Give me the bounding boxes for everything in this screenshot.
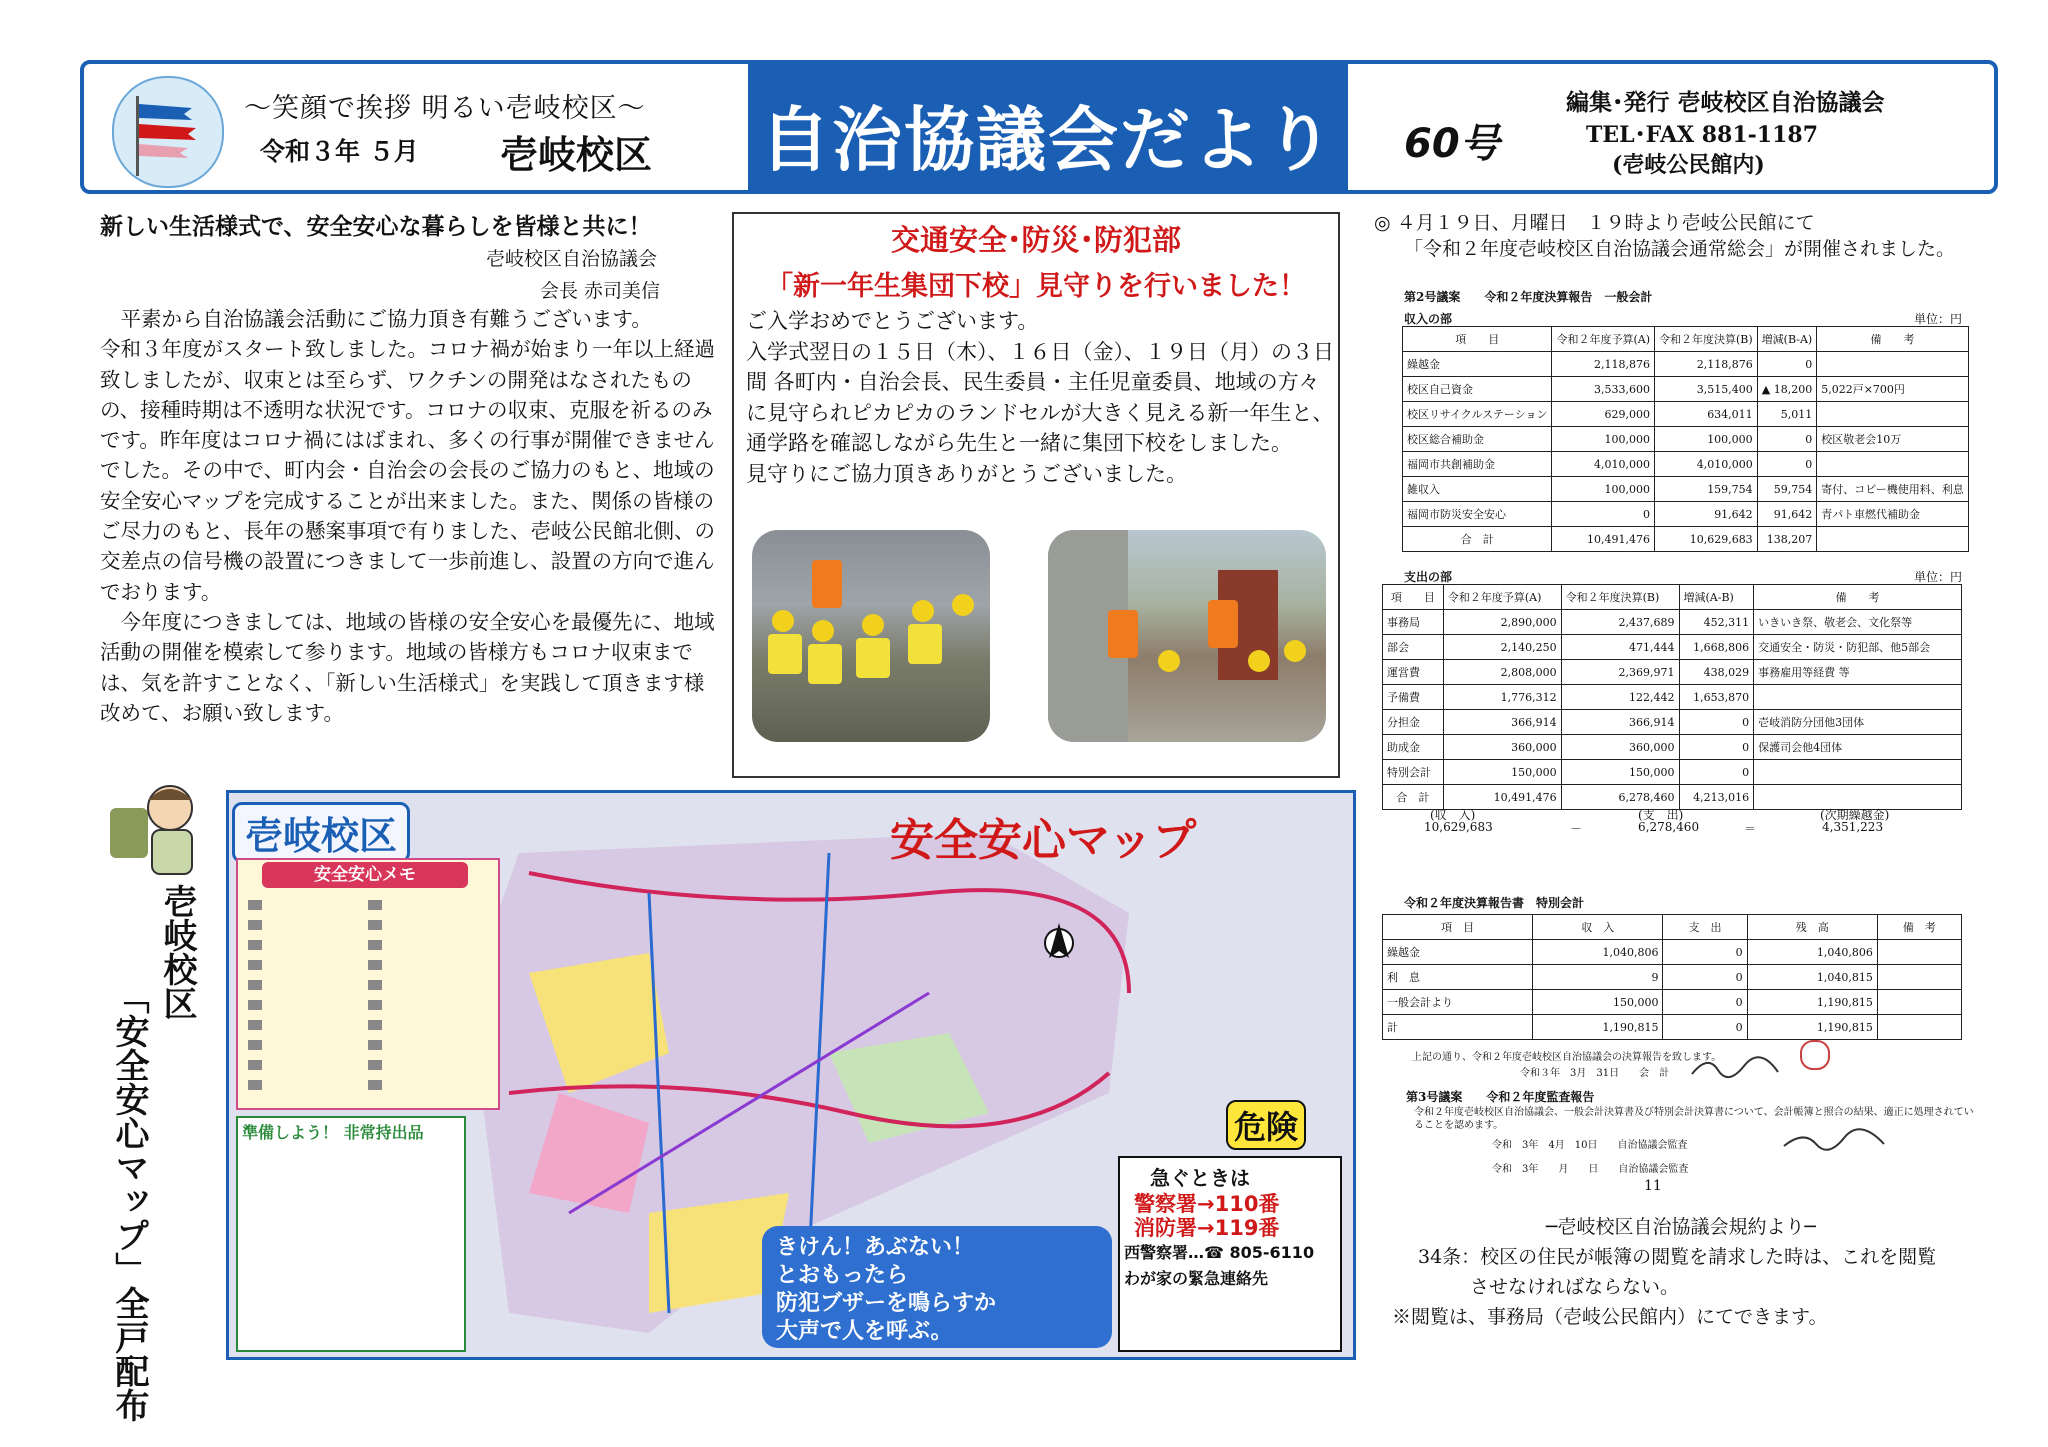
expense-header: 増減(A-B) [1679,585,1754,610]
cell: 0 [1757,427,1817,452]
expense-table [1382,584,1962,810]
income-header: 令和２年度決算(B) [1655,327,1758,352]
cell: 1,040,806 [1533,940,1663,965]
signature-icon [1688,1052,1788,1082]
income-label: 収入の部 [1404,312,1453,326]
cell: 壱岐消防分団他3団体 [1754,710,1962,735]
special-title: 令和２年度決算報告書 特別会計 [1404,896,1585,910]
safety-line: ご入学おめでとうございます。 [746,309,1039,333]
cell: 1,776,312 [1443,685,1561,710]
cell: 366,914 [1561,710,1679,735]
cell: 10,491,476 [1443,785,1561,810]
cell: 122,442 [1561,685,1679,710]
audit-date: 令和 3年 4月 10日 自治協議会監査 [1492,1140,1688,1151]
cell [1817,352,1969,377]
map-legend [236,858,500,1110]
cell: 5,011 [1757,402,1817,427]
cell: 91,642 [1757,502,1817,527]
cell: 校区総合補助金 [1403,427,1552,452]
cell: 1,653,870 [1679,685,1754,710]
cell: 0 [1552,502,1655,527]
cell: いきいき祭、敬老会、文化祭等 [1754,610,1962,635]
cell [1817,402,1969,427]
report-title: 第2号議案 令和２年度決算報告 一般会計 [1404,290,1653,304]
photo-students-walking [752,530,990,742]
cell [1877,990,1961,1015]
article-paragraph: 平素から自治協議会活動にご協力頂き有難うございます。 [120,307,652,331]
cell: 0 [1663,1015,1747,1040]
table-row [1403,527,1969,552]
table-row [1403,377,1969,402]
cell: 2,118,876 [1552,352,1655,377]
cell: 100,000 [1552,427,1655,452]
income-unit: 単位：円 [1914,312,1963,326]
cell: 5,022戸×700円 [1817,377,1969,402]
cell: 福岡市防災安全安心 [1403,502,1552,527]
cell: 10,491,476 [1552,527,1655,552]
expense-header: 備 考 [1754,585,1962,610]
map-police-number: 警察署→110番 [1134,1192,1280,1216]
income-header: 増減(B-A) [1757,327,1817,352]
cell: 事務局 [1383,610,1444,635]
special-header: 項 目 [1383,915,1533,940]
cell: 159,754 [1655,477,1758,502]
cell: 事務雇用等経費 等 [1754,660,1962,685]
cell [1877,1015,1961,1040]
cell [1877,940,1961,965]
map-emergency-kit-title: 準備しよう！ 非常持出品 [242,1123,424,1142]
cell: 4,213,016 [1679,785,1754,810]
map-district-label: 壱岐校区 [232,802,410,863]
balance-value: 6,278,460 [1638,820,1700,834]
table-row [1383,965,1962,990]
rules-heading: ─壱岐校区自治協議会規約より─ [1546,1216,1816,1238]
table-row [1383,760,1962,785]
cell: 2,140,250 [1443,635,1561,660]
cell: 0 [1757,452,1817,477]
cell: 校区リサイクルステーション [1403,402,1552,427]
cell [1817,452,1969,477]
newsletter-title: 自治協議会だより [760,99,1336,181]
table-row [1383,940,1962,965]
safety-subtitle: 「新一年生集団下校」見守りを行いました！ [766,271,1306,302]
special-header: 支 出 [1663,915,1747,940]
cell: 2,369,971 [1561,660,1679,685]
balance-value: 10,629,683 [1424,820,1493,834]
cell: 471,444 [1561,635,1679,660]
cell: 0 [1663,990,1747,1015]
map-emergency-head: 急ぐときは [1150,1166,1250,1190]
cell: 100,000 [1552,477,1655,502]
income-table [1402,326,1969,552]
map-legend-title: 安全安心メモ [262,862,468,888]
map-warning-line: 防犯ブザーを鳴らすか [776,1291,997,1316]
special-header: 収 入 [1533,915,1663,940]
publisher-location: (壱岐公民館内) [1612,152,1765,178]
map-warning-line: とおもったら [776,1263,909,1288]
meeting-notice: ◎ ４月１９日、月曜日 １９時より壱岐公民館にて [1374,212,1815,234]
cell: 4,010,000 [1552,452,1655,477]
cell: 150,000 [1533,990,1663,1015]
table-row [1383,710,1962,735]
safety-dept-title: 交通安全･防災･防犯部 [890,223,1181,257]
cell: 150,000 [1443,760,1561,785]
cell: 634,011 [1655,402,1758,427]
cell: 0 [1679,735,1754,760]
expense-label: 支出の部 [1404,570,1453,584]
table-row [1403,452,1969,477]
rules-line: させなければならない。 [1470,1276,1680,1298]
report-note: 上記の通り、令和２年度壱岐校区自治協議会の決算報告を致します。 [1412,1052,1722,1063]
signature-icon [1780,1126,1890,1156]
meeting-notice: 「令和２年度壱岐校区自治協議会通常総会」が開催されました。 [1404,238,1956,260]
special-table [1382,914,1962,1040]
cell: 計 [1383,1015,1533,1040]
header-date: 令和３年 ５月 [260,137,419,166]
cell: 一般会計より [1383,990,1533,1015]
cell: 繰越金 [1383,940,1533,965]
cell: 91,642 [1655,502,1758,527]
cell: 特別会計 [1383,760,1444,785]
cell: 150,000 [1561,760,1679,785]
cell: 保護司会他4団体 [1754,735,1962,760]
cell: ▲ 18,200 [1757,377,1817,402]
expense-header: 令和２年度予算(A) [1443,585,1561,610]
cell: 629,000 [1552,402,1655,427]
cell: 0 [1663,965,1747,990]
cell: 1,190,815 [1747,990,1877,1015]
rules-line: 34条：校区の住民が帳簿の閲覧を請求した時は、これを閲覧 [1418,1246,1937,1268]
cell: 1,668,806 [1679,635,1754,660]
cell: 452,311 [1679,610,1754,635]
report-note-date: 令和３年 3月 31日 会 計 [1520,1068,1670,1079]
cell [1877,965,1961,990]
map-danger-label: 危険 [1226,1100,1306,1150]
cell: 138,207 [1757,527,1817,552]
special-header: 備 考 [1877,915,1961,940]
cell: 100,000 [1655,427,1758,452]
cell: 3,515,400 [1655,377,1758,402]
issue-number: 60号 [1404,121,1500,167]
safety-line: 入学式翌日の１５日（木）、１６日（金）、１９日（月）の３日間 各町内・自治会長、民生委員・主任児童委員、地域の方々に見守られピカピカのランドセルが大きく見える新一年生と、通学路を確認しながら先生と一緒に集団下校をしました。 [746,339,1334,455]
expense-header: 項 目 [1383,585,1444,610]
map-family-contacts: わが家の緊急連絡先 [1124,1269,1269,1288]
article-body [100,304,720,728]
map-warning-line: きけん！あぶない！ [776,1235,975,1260]
table-row [1403,402,1969,427]
cell: 4,010,000 [1655,452,1758,477]
table-row [1403,427,1969,452]
cell: 1,040,806 [1747,940,1877,965]
header-district: 壱岐校区 [500,132,653,177]
cell: 交通安全・防災・防犯部、他5部会 [1754,635,1962,660]
seal-icon [1800,1040,1830,1070]
cell: 寄付、コピー機使用料、利息 [1817,477,1969,502]
map-warning-line: 大声で人を呼ぶ。 [776,1319,953,1344]
income-header: 項 目 [1403,327,1552,352]
cell: 0 [1679,710,1754,735]
cell: 3,533,600 [1552,377,1655,402]
audit-date: 令和 3年 月 日 自治協議会監査 [1492,1164,1689,1175]
income-header: 令和２年度予算(A) [1552,327,1655,352]
cell: 0 [1663,940,1747,965]
child-illustration-icon [106,778,216,888]
cell: 360,000 [1561,735,1679,760]
cell: 366,914 [1443,710,1561,735]
table-row [1383,735,1962,760]
article-headline: 新しい生活様式で、安全安心な暮らしを皆様と共に！ [100,214,652,240]
publisher-tel: TEL･FAX 881-1187 [1586,122,1819,148]
cell: 利 息 [1383,965,1533,990]
cell: 1,190,815 [1533,1015,1663,1040]
cell: 9 [1533,965,1663,990]
photo-volunteers-escort [1048,530,1326,742]
article-paragraph: 今年度につきましては、地域の皆様の安全安心を最優先に、地域活動の開催を模索して参ります。地域の皆様方もコロナ収束までは、気を許すことなく、「新しい生活様式」を実践して頂きます様改めて、お願い致します。 [100,609,715,725]
cell: 分担金 [1383,710,1444,735]
cell: 合 計 [1383,785,1444,810]
special-header: 残 高 [1747,915,1877,940]
map-title: 安全安心マップ [890,815,1197,866]
cell: 青パト車燃代補助金 [1817,502,1969,527]
cell: 雑収入 [1403,477,1552,502]
cell: 2,118,876 [1655,352,1758,377]
caption-distribution: 「安全安心マップ」全戸配布 [109,980,149,1422]
balance-label: (収 入) [1430,808,1476,822]
cell: 予備費 [1383,685,1444,710]
cell: 繰越金 [1403,352,1552,377]
rules-line: ※閲覧は、事務局（壱岐公民館内）にてできます。 [1392,1306,1828,1328]
caption-district: 壱岐校区 [157,884,197,1020]
cell: 部会 [1383,635,1444,660]
cell: 0 [1757,352,1817,377]
table-row [1383,610,1962,635]
table-row [1403,477,1969,502]
cell: 1,040,815 [1747,965,1877,990]
table-row [1383,635,1962,660]
cell: 59,754 [1757,477,1817,502]
cell: 校区敬老会10万 [1817,427,1969,452]
cell: 2,808,000 [1443,660,1561,685]
article-org: 壱岐校区自治協議会 [486,248,658,270]
article-paragraph: 令和３年度がスタート致しました。コロナ禍が始まり一年以上経過致しましたが、収束とは至らず、ワクチンの開発はなされたものの、接種時期は不透明な状況です。コロナの収束、克服を祈るのみです。昨年度はコロナ禍にはばまれ、多くの行事が開催できませんでした。その中で、町内会・自治会の会長のご協力のもと、地域の安全安心マップを完成することが出来ました。また、関係の皆様のご尽力のもと、長年の懸案事項で有りました、壱岐公民館北側、の交差点の信号機の設置につきまして一歩前進し、設置の方向で進んでおります。 [100,337,715,604]
balance-label: (次期繰越金) [1820,808,1890,822]
cell: 10,629,683 [1655,527,1758,552]
table-row [1383,990,1962,1015]
expense-unit: 単位：円 [1914,570,1963,584]
cell: 校区自己資金 [1403,377,1552,402]
cell: 6,278,460 [1561,785,1679,810]
source-page-number: 11 [1644,1178,1662,1194]
safety-body [746,306,1340,489]
income-header: 備 考 [1817,327,1969,352]
balance-value: 4,351,223 [1822,820,1884,834]
cell: 合 計 [1403,527,1552,552]
cell: 運営費 [1383,660,1444,685]
table-row [1383,1015,1962,1040]
cell: 助成金 [1383,735,1444,760]
cell: 438,029 [1679,660,1754,685]
balance-label: (支 出) [1638,808,1684,822]
audit-title: 第3号議案 令和２年度監査報告 [1406,1090,1595,1104]
publisher: 編集･発行 壱岐校区自治協議会 [1566,89,1885,116]
table-row [1383,685,1962,710]
balance-op: － [1570,822,1583,836]
table-row [1403,352,1969,377]
table-row [1383,660,1962,685]
expense-header: 令和２年度決算(B) [1561,585,1679,610]
cell: 2,890,000 [1443,610,1561,635]
header-motto: 〜笑顔で挨拶 明るい壱岐校区〜 [244,93,646,124]
safety-line: 見守りにご協力頂きありがとうございました。 [746,461,1187,486]
cell [1754,760,1962,785]
cell [1817,527,1969,552]
cell: 1,190,815 [1747,1015,1877,1040]
balance-op: ＝ [1744,822,1757,836]
map-emergency-kit [236,1116,466,1352]
cell: 2,437,689 [1561,610,1679,635]
map-west-police: 西警察署…☎ 805-6110 [1124,1243,1315,1262]
cell: 福岡市共創補助金 [1403,452,1552,477]
cell [1754,685,1962,710]
koinobori-logo-icon [112,76,224,188]
map-fire-number: 消防署→119番 [1134,1216,1280,1240]
cell: 360,000 [1443,735,1561,760]
article-author: 会長 赤司美信 [540,280,661,302]
table-row [1403,502,1969,527]
audit-text: 令和２年度壱岐校区自治協議会、一般会計決算書及び特別会計決算書について、会計帳簿と照合の結果、適正に処理されていることを認めます。 [1414,1107,1974,1131]
cell: 0 [1679,760,1754,785]
